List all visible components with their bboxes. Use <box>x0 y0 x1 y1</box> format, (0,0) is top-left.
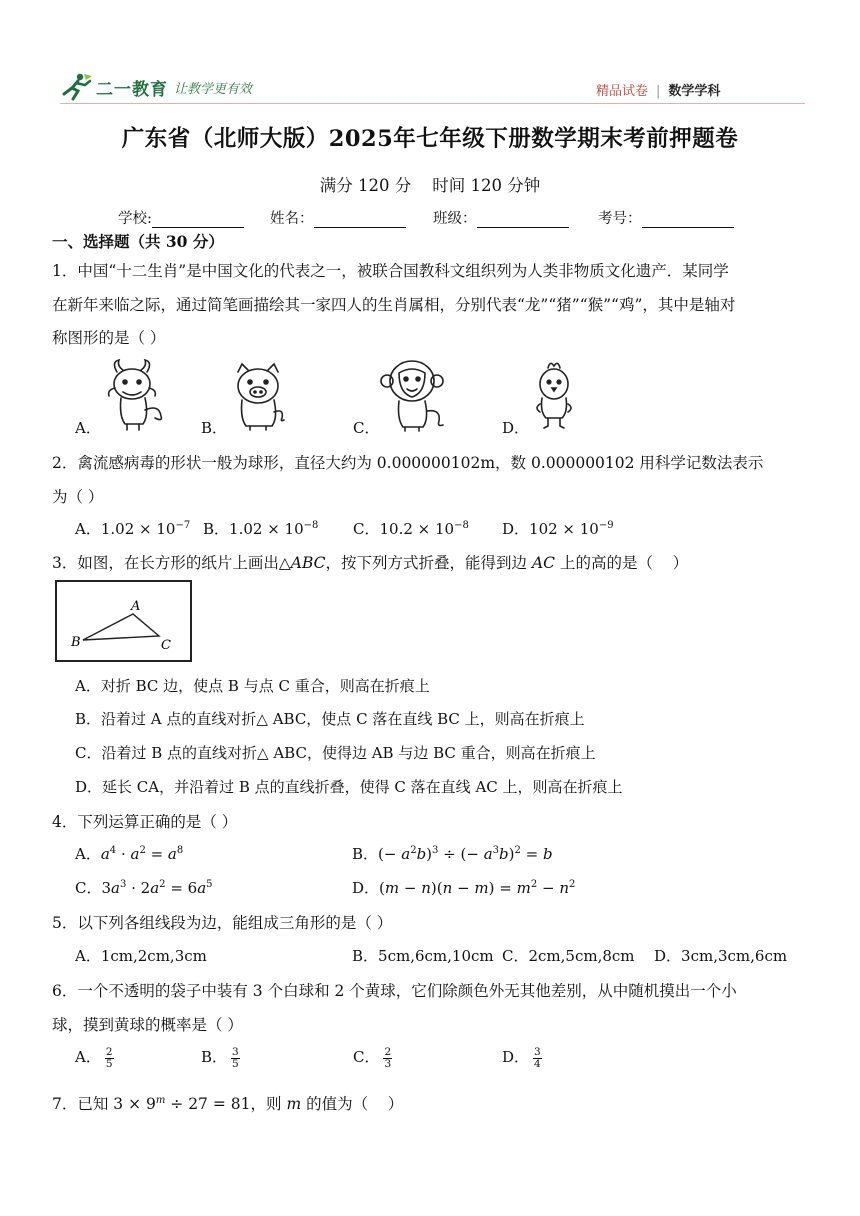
q5-option-b[interactable]: B．5cm,6cm,10cm <box>352 947 494 965</box>
q7-line1-a: 7．已知 <box>52 1095 114 1113</box>
q2-option-a-exp: −7 <box>175 520 191 531</box>
q5-option-c[interactable]: C．2cm,5cm,8cm <box>502 947 635 965</box>
q6-option-c[interactable] <box>353 1046 392 1070</box>
q3-line1-a: 3．如图，在长方形的纸片上画出 <box>52 554 279 572</box>
info-name-blank[interactable] <box>314 212 406 228</box>
q6-option-b-fraction: $\frac{3}{5}$ <box>232 1045 239 1070</box>
tag-subject: 数学学科 <box>668 84 721 99</box>
q7-line1-c: 的值为（ ） <box>301 1095 404 1113</box>
q1-line1: 1．中国“十二生肖”是中国文化的代表之一，被联合国教科文组织列为人类非物质文化遗产．某同学 <box>52 262 729 280</box>
info-exam-number <box>598 207 734 228</box>
q3-option-a[interactable]: A．对折 BC 边，使点 B 与点 C 重合，则高在折痕上 <box>75 677 430 695</box>
info-name-label: 姓名： <box>270 211 314 227</box>
q3-line1-e: 上的高的是（ ） <box>555 554 689 572</box>
q5-line1: 5．以下列各组线段为边，能组成三角形的是（ ） <box>52 914 393 932</box>
q2-option-d[interactable] <box>502 518 614 539</box>
q4-option-b-label: B． <box>352 845 379 863</box>
q6-option-c-label: C． <box>353 1048 380 1066</box>
q2-option-a-label: A． <box>75 520 101 538</box>
info-school-label: 学校: <box>118 211 152 227</box>
tag-paper-type: 精品试卷 <box>596 84 649 99</box>
q2-option-d-label: D． <box>502 520 530 538</box>
q4-option-b[interactable]: B．(− $a^2b)^3$ ÷ (− $a^3b)^2 = b$ <box>352 845 553 863</box>
q2-option-d-exp: −9 <box>598 520 614 531</box>
info-name <box>270 207 406 228</box>
q6-option-a-label: A． <box>75 1048 101 1066</box>
q6-option-b[interactable] <box>201 1046 240 1070</box>
q6-option-a-fraction: $\frac{2}{5}$ <box>105 1045 113 1070</box>
brand-slogan: 让教学更有效 <box>174 81 253 97</box>
q6-option-d[interactable] <box>502 1046 542 1070</box>
q6-line2: 球，摸到黄球的概率是（ ） <box>52 1016 243 1034</box>
info-class-blank[interactable] <box>477 212 569 228</box>
q1-option-c[interactable]: C． <box>353 419 380 437</box>
section-heading: 一、选择题（共 30 分） <box>52 232 224 251</box>
info-exam-number-blank[interactable] <box>642 212 734 228</box>
dragon-icon <box>103 358 169 432</box>
q3-option-d[interactable]: D．延长 CA，并沿着过 B 点的直线折叠，使得 C 落在直线 AC 上，则高在折痕上 <box>75 778 623 796</box>
q4-line1: 4．下列运算正确的是（ ） <box>52 813 238 831</box>
q2-option-d-base: 102 × 10 <box>529 520 599 538</box>
q4-option-c-label: C． <box>75 879 102 897</box>
q2-option-b[interactable] <box>203 518 318 539</box>
q4-option-a-label: A． <box>75 845 101 863</box>
info-class <box>433 207 569 228</box>
q2-option-c-base: 10.2 × 10 <box>379 520 455 538</box>
q2-option-c[interactable] <box>353 518 469 539</box>
q3-line1-c: ，按下列方式折叠，能得到边 <box>325 554 532 572</box>
q4-option-d-label: D． <box>352 879 380 897</box>
q5-option-d[interactable]: D．3cm,3cm,6cm <box>654 947 788 965</box>
q2-option-a-base: 1.02 × 10 <box>100 520 176 538</box>
q3-side-ref: AC <box>531 554 556 572</box>
q6-option-d-fraction: $\frac{3}{4}$ <box>534 1045 541 1070</box>
q3-line1 <box>52 551 688 573</box>
q6-option-a[interactable] <box>75 1046 114 1070</box>
q7-line1: 7．已知 $3 \times 9^m \div 27 = 81$，则 m 的值为（ ） <box>52 1094 404 1113</box>
q4-option-c[interactable]: C．$3a^3 \cdot 2a^2 = 6a^5$ <box>75 879 213 897</box>
q6-option-b-label: B． <box>201 1048 228 1066</box>
pig-icon <box>228 362 290 432</box>
q3-figure <box>55 580 192 662</box>
page-title: 广东省（北师大版）2025年七年级下册数学期末考前押题卷 <box>121 126 739 152</box>
info-exam-number-label: 考号： <box>598 211 642 227</box>
q7-line1-b: ，则 <box>250 1095 287 1113</box>
q3-label-a: A <box>131 599 141 614</box>
q3-label-c: C <box>161 638 171 653</box>
header-divider <box>60 103 805 104</box>
q6-option-c-fraction: $\frac{2}{3}$ <box>384 1045 392 1070</box>
q1-line3: 称图形的是（ ） <box>52 329 166 347</box>
q2-option-b-base: 1.02 × 10 <box>229 520 304 538</box>
info-school-blank[interactable] <box>152 212 244 228</box>
q1-option-d[interactable]: D． <box>502 419 530 437</box>
q2-option-c-exp: −8 <box>454 520 469 531</box>
q4-option-a[interactable]: A．$a^4 \cdot a^2 = a^8$ <box>75 845 184 863</box>
header-tags <box>596 80 720 99</box>
info-class-label: 班级： <box>433 211 477 227</box>
q4-option-d[interactable]: D．$(m - n)(n - m) = m^2 - n^2$ <box>352 879 576 897</box>
monkey-icon <box>379 357 449 433</box>
q1-option-a[interactable]: A． <box>75 419 101 437</box>
q3-option-c[interactable]: C．沿着过 B 点的直线对折△ ABC，使得边 AB 与边 BC 重合，则高在折痕上 <box>75 744 596 762</box>
rooster-icon <box>532 360 576 430</box>
q2-option-c-label: C． <box>353 520 380 538</box>
page-subtitle: 满分 120 分 时间 120 分钟 <box>319 176 541 195</box>
q1-line2: 在新年来临之际，通过简笔画描绘其一家四人的生肖属相，分别代表“龙”“猪”“猴”“鸡”，其中是轴对 <box>52 296 736 314</box>
tag-separator: | <box>656 84 661 99</box>
runner-logo-icon <box>58 72 94 102</box>
brand-logo <box>58 72 252 102</box>
q2-option-b-label: B． <box>203 520 230 538</box>
q3-label-b: B <box>71 635 81 650</box>
q1-option-b[interactable]: B． <box>201 419 228 437</box>
brand-name: 二一教育 <box>96 79 168 100</box>
q6-line1: 6．一个不透明的袋子中装有 3 个白球和 2 个黄球，它们除颜色外无其他差别，从中随机摸出一个小 <box>52 982 737 1000</box>
q2-line1: 2．禽流感病毒的形状一般为球形，直径大约为 0.000000102m，数 0.000000102 用科学记数法表示 <box>52 454 764 472</box>
q3-option-b[interactable]: B．沿着过 A 点的直线对折△ ABC，使点 C 落在直线 BC 上，则高在折痕上 <box>75 710 585 728</box>
q2-option-a[interactable] <box>75 518 190 539</box>
q6-option-d-label: D． <box>502 1048 530 1066</box>
info-school <box>118 207 244 228</box>
q3-triangle-diagram <box>57 582 190 660</box>
q2-line2: 为（ ） <box>52 488 104 506</box>
q5-option-a[interactable]: A．1cm,2cm,3cm <box>75 947 207 965</box>
q3-triangle-ref: △ABC <box>278 554 326 572</box>
q2-option-b-exp: −8 <box>303 520 319 531</box>
